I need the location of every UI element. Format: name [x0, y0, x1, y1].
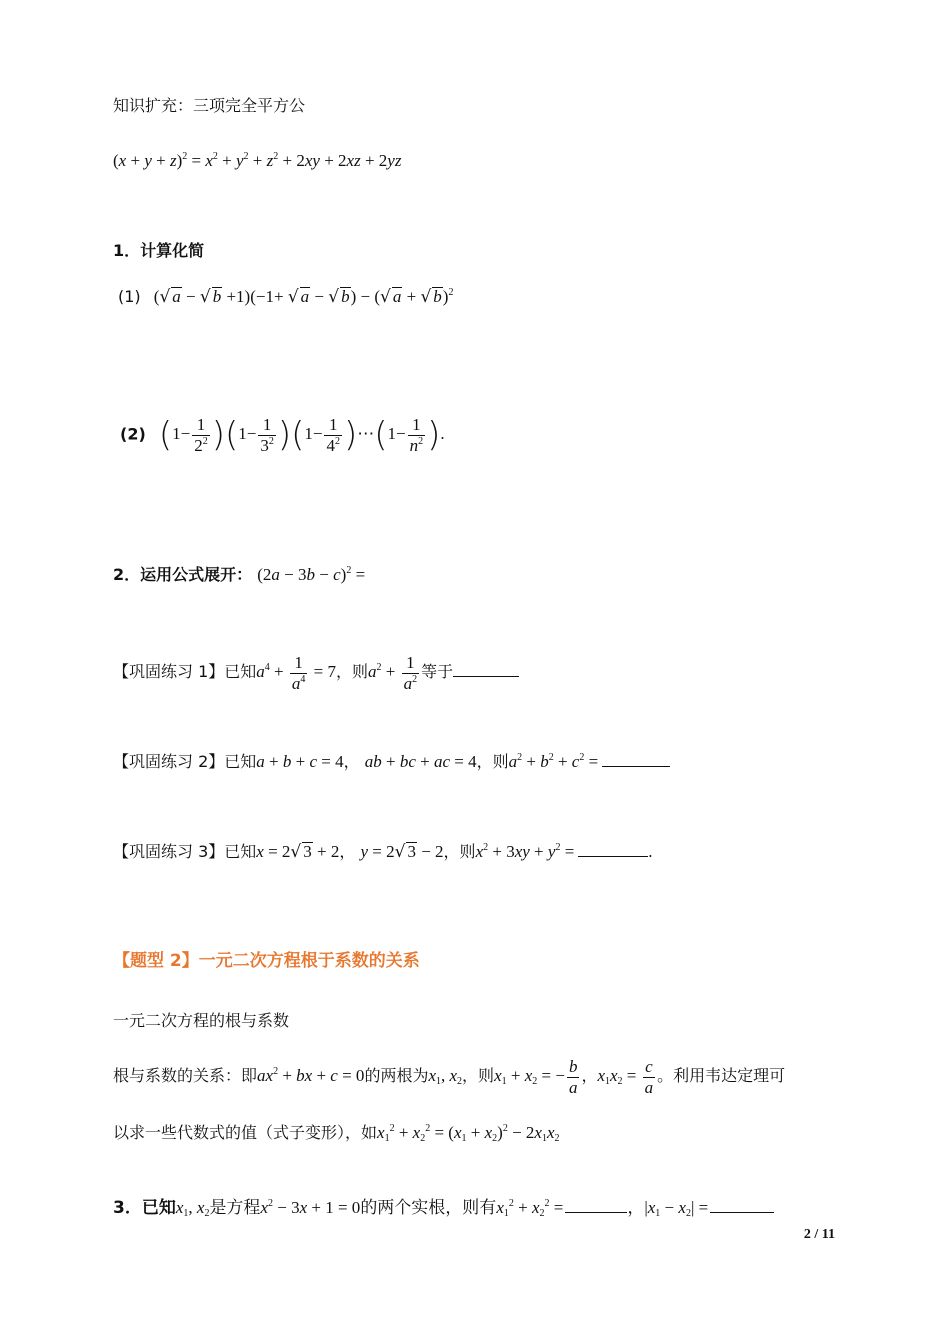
practice-2-mid1: ， — [343, 752, 360, 771]
q3-mid1: 是方程 — [209, 1198, 261, 1218]
practice-1-label: 【巩固练习 1】已知 — [113, 662, 257, 681]
practice-2-blank[interactable] — [602, 750, 670, 767]
q1-part2-expression: (1− $\frac{1}{2^2}$ )(1− $\frac{1}{3^2}$ )(1− $\frac{1}{4^2}$ )⋯(1− $\frac{1}{n^2}$ ). — [158, 414, 445, 456]
section2-subtitle: 一元二次方程的根与系数 — [113, 1011, 290, 1030]
practice-3-blank[interactable] — [578, 840, 648, 857]
q1-part1 — [118, 286, 453, 308]
q1-part2-label: (2) — [120, 424, 146, 444]
trinomial-square-formula: $(x + y + z)^2 = x^2 + y^2 + z^2 + 2xy + 2xz + 2yz$ — [113, 151, 402, 170]
vieta-example: 以求一些代数式的值（式子变形），如$x_1^2 + x_2^2 = (x_1 + x_2)^2 - 2x_1x_2$ — [113, 1123, 560, 1144]
q2-expression: $(2a - 3b - c)^2$ = — [257, 565, 366, 584]
practice-3-mid1: ， — [339, 842, 356, 861]
q1-part2 — [120, 410, 445, 459]
practice-2-mid2: ，则 — [476, 752, 509, 771]
q3-blank-2[interactable] — [710, 1196, 774, 1213]
q1-part1-expression: (√ a − √ b +1)(−1+ √ a − √ b) − (√ a + √ b)$^2$ — [153, 287, 454, 307]
section2-title: 【题型 2】一元二次方程根于系数的关系 — [113, 951, 420, 971]
q3-mid2: 的两个实根，则有 — [360, 1198, 497, 1218]
practice-2: 【巩固练习 2】已知a + b + c = 4， ab + bc + ac = 4，则$a^2 + b^2 + c^2$ = — [113, 750, 670, 773]
q2-text: 2．运用公式展开： — [113, 565, 253, 584]
vieta-mid1: 的两根为 — [364, 1066, 429, 1085]
q2-line — [113, 564, 365, 586]
practice-1-mid: ，则 — [335, 662, 368, 681]
q3-line: 3．已知$x_1$, $x_2$是方程$x^2 - 3x + 1 = 0$的两个实根，则有$x_1^2 + x_2^2$ = ，$|x_1 - x_2|$ = — [113, 1196, 774, 1219]
q1-part1-label: (1) — [118, 287, 141, 306]
practice-3-label: 【巩固练习 3】已知 — [113, 842, 257, 861]
page-number: 2 / 11 — [803, 1227, 835, 1242]
q1-heading: 1．计算化简 — [113, 241, 205, 260]
vieta-mid2: ，则 — [462, 1066, 495, 1085]
q3-mid3: ， — [627, 1198, 645, 1218]
practice-1-end: 等于 — [421, 662, 454, 681]
vieta-relation: 根与系数的关系：即$ax^2$ + bx + c = 0的两根为$x_1$, $x_2$，则$x_1 + x_2$ = − $\frac{b}{a}$ ，$x_1x_2$ = $\frac{c}{a}$ 。利用韦达定理可 — [113, 1056, 786, 1097]
vieta-end: 。利用韦达定理可 — [657, 1066, 786, 1085]
practice-1-blank[interactable] — [453, 660, 519, 677]
q3-prefix: 3．已知 — [113, 1198, 176, 1218]
vieta-example-prefix: 以求一些代数式的值（式子变形），如 — [113, 1123, 378, 1142]
vieta-prefix: 根与系数的关系：即 — [113, 1066, 258, 1085]
practice-3: 【巩固练习 3】已知x = 2√ 3 + 2， y = 2√ 3 − 2，则$x^2 + 3xy + y^2$ = . — [113, 842, 653, 862]
practice-3-mid2: ，则 — [443, 842, 476, 861]
practice-2-label: 【巩固练习 2】已知 — [113, 752, 257, 771]
knowledge-title: 知识扩充：三项完全平方公 — [113, 96, 306, 115]
q3-blank-1[interactable] — [565, 1196, 627, 1213]
vieta-mid3: ， — [581, 1066, 598, 1085]
practice-1: 【巩固练习 1】已知$a^4$ + $\frac{1}{a^4}$ = 7，则$a^2$ + $\frac{1}{a^2}$ 等于 — [113, 648, 519, 696]
